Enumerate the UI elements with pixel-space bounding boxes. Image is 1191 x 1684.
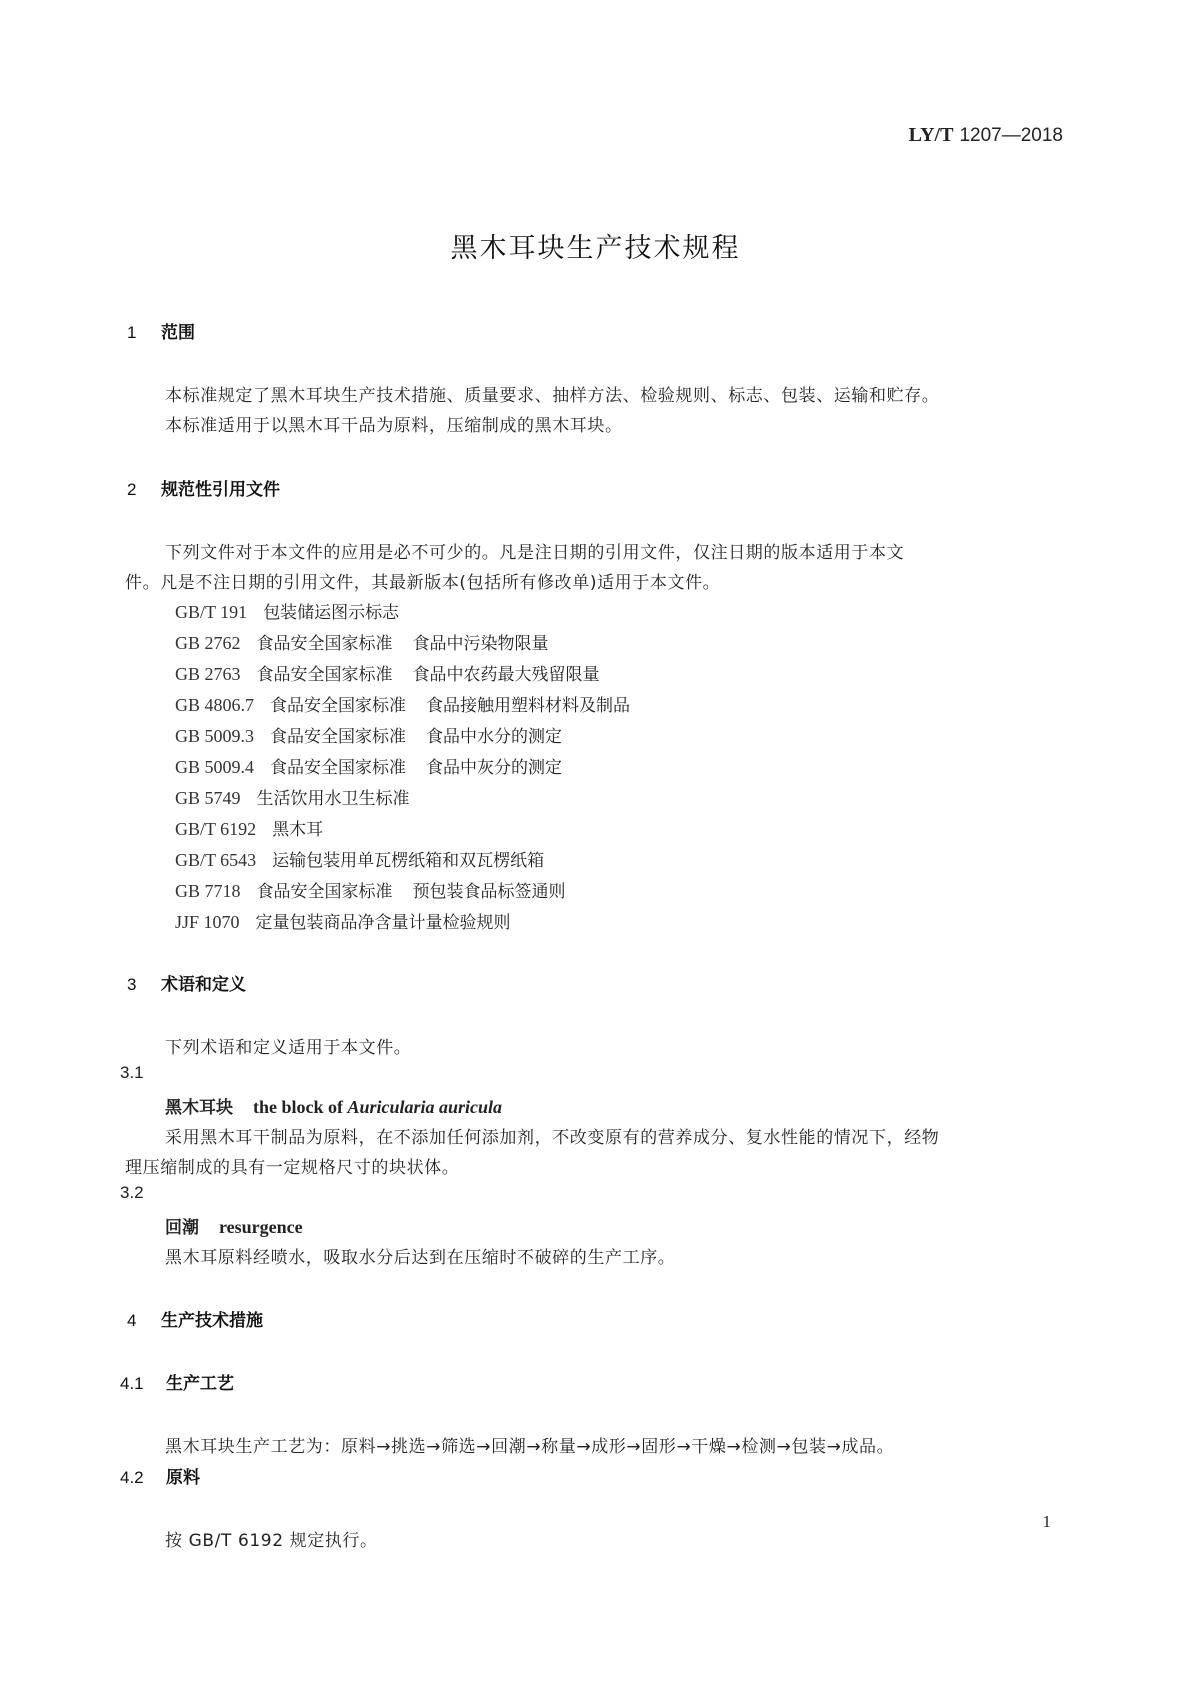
reference-title: 食品安全国家标准: [270, 758, 407, 778]
reference-item: [175, 784, 410, 809]
reference-item: [175, 815, 323, 840]
reference-title: 生活饮用水卫生标准: [256, 789, 410, 809]
standard-prefix: LY/T: [908, 124, 954, 146]
reference-code: GB 2762: [175, 633, 241, 653]
paragraph: 黑木耳块生产工艺为：原料→挑选→筛选→回潮→称量→成形→固形→干燥→检测→包装→成品。: [165, 1437, 895, 1457]
standard-code: [909, 124, 1063, 147]
term-english-italic: Auricularia auricula: [347, 1097, 503, 1117]
paragraph: 按 GB/T 6192 规定执行。: [165, 1531, 378, 1551]
definition: 理压缩制成的具有一定规格尺寸的块状体。: [125, 1158, 460, 1178]
reference-title: 运输包装用单瓦楞纸箱和双瓦楞纸箱: [272, 851, 545, 871]
subsection-4-2-heading: [120, 1463, 200, 1488]
reference-subtitle: 食品中污染物限量: [412, 634, 549, 654]
reference-subtitle: 预包装食品标签通则: [412, 882, 566, 902]
subsection-title: 原料: [166, 1468, 200, 1488]
reference-item: [175, 877, 566, 902]
section-2-heading: [127, 475, 280, 500]
section-number: 4: [127, 1311, 137, 1330]
section-title: 术语和定义: [161, 975, 246, 995]
section-1-heading: [127, 318, 195, 343]
reference-code: GB 5009.3: [175, 726, 255, 746]
term-chinese: 回潮: [165, 1218, 199, 1238]
reference-title: 食品安全国家标准: [256, 882, 393, 902]
term-english-prefix: the block of: [253, 1097, 343, 1117]
term-english: resurgence: [219, 1217, 303, 1237]
term-heading: [165, 1213, 303, 1238]
reference-code: GB 4806.7: [175, 695, 255, 715]
reference-title: 食品安全国家标准: [256, 665, 393, 685]
page-number: 1: [1042, 1512, 1051, 1531]
section-number: 3: [127, 975, 137, 994]
paragraph: 本标准适用于以黑木耳干品为原料，压缩制成的黑木耳块。: [165, 416, 623, 436]
reference-code: GB 2763: [175, 664, 241, 684]
reference-code: GB 7718: [175, 881, 241, 901]
reference-title: 食品安全国家标准: [270, 696, 407, 716]
reference-item: [175, 908, 511, 933]
paragraph: 下列文件对于本文件的应用是必不可少的。凡是注日期的引用文件，仅注日期的版本适用于本文: [165, 543, 905, 563]
section-number: 2: [127, 480, 137, 499]
term-english: [253, 1097, 502, 1117]
reference-code: GB/T 6543: [175, 850, 257, 870]
paragraph: 下列术语和定义适用于本文件。: [165, 1038, 412, 1058]
term-heading: [165, 1093, 502, 1118]
reference-item: [175, 722, 562, 747]
subsection-number: 4.1: [120, 1374, 144, 1393]
section-3-heading: [127, 970, 246, 995]
reference-item: [175, 691, 630, 716]
reference-title: 食品安全国家标准: [256, 634, 393, 654]
subsection-4-1-heading: [120, 1369, 234, 1394]
reference-code: GB/T 191: [175, 602, 248, 622]
section-title: 规范性引用文件: [161, 480, 280, 500]
standard-number: 1207—2018: [959, 125, 1063, 146]
reference-code: JJF 1070: [175, 912, 240, 932]
reference-code: GB 5009.4: [175, 757, 255, 777]
reference-subtitle: 食品接触用塑料材料及制品: [426, 696, 631, 716]
section-4-heading: [127, 1306, 263, 1331]
subsection-title: 生产工艺: [166, 1374, 234, 1394]
term-number: 3.2: [120, 1183, 144, 1202]
subsection-number: 4.2: [120, 1468, 144, 1487]
definition: 采用黑木耳干制品为原料，在不添加任何添加剂，不改变原有的营养成分、复水性能的情况下，经物: [165, 1128, 940, 1148]
reference-code: GB/T 6192: [175, 819, 257, 839]
reference-subtitle: 食品中水分的测定: [426, 727, 563, 747]
reference-title: 包装储运图示标志: [263, 603, 400, 623]
paragraph: 件。凡是不注日期的引用文件，其最新版本(包括所有修改单)适用于本文件。: [125, 573, 721, 593]
reference-title: 食品安全国家标准: [270, 727, 407, 747]
reference-subtitle: 食品中农药最大残留限量: [412, 665, 600, 685]
term-number: 3.1: [120, 1063, 144, 1082]
reference-title: 定量包装商品净含量计量检验规则: [255, 913, 511, 933]
reference-item: [175, 598, 399, 623]
paragraph: 本标准规定了黑木耳块生产技术措施、质量要求、抽样方法、检验规则、标志、包装、运输和贮存。: [165, 386, 940, 406]
reference-code: GB 5749: [175, 788, 241, 808]
section-title: 范围: [161, 323, 195, 343]
reference-title: 黑木耳: [272, 820, 324, 840]
reference-item: [175, 846, 544, 871]
reference-item: [175, 753, 562, 778]
section-title: 生产技术措施: [161, 1311, 263, 1331]
definition: 黑木耳原料经喷水，吸取水分后达到在压缩时不破碎的生产工序。: [165, 1248, 676, 1268]
reference-item: [175, 660, 600, 685]
section-number: 1: [127, 323, 137, 342]
document-title: 黑木耳块生产技术规程: [450, 233, 741, 264]
reference-item: [175, 629, 549, 654]
term-chinese: 黑木耳块: [165, 1098, 233, 1118]
reference-subtitle: 食品中灰分的测定: [426, 758, 563, 778]
